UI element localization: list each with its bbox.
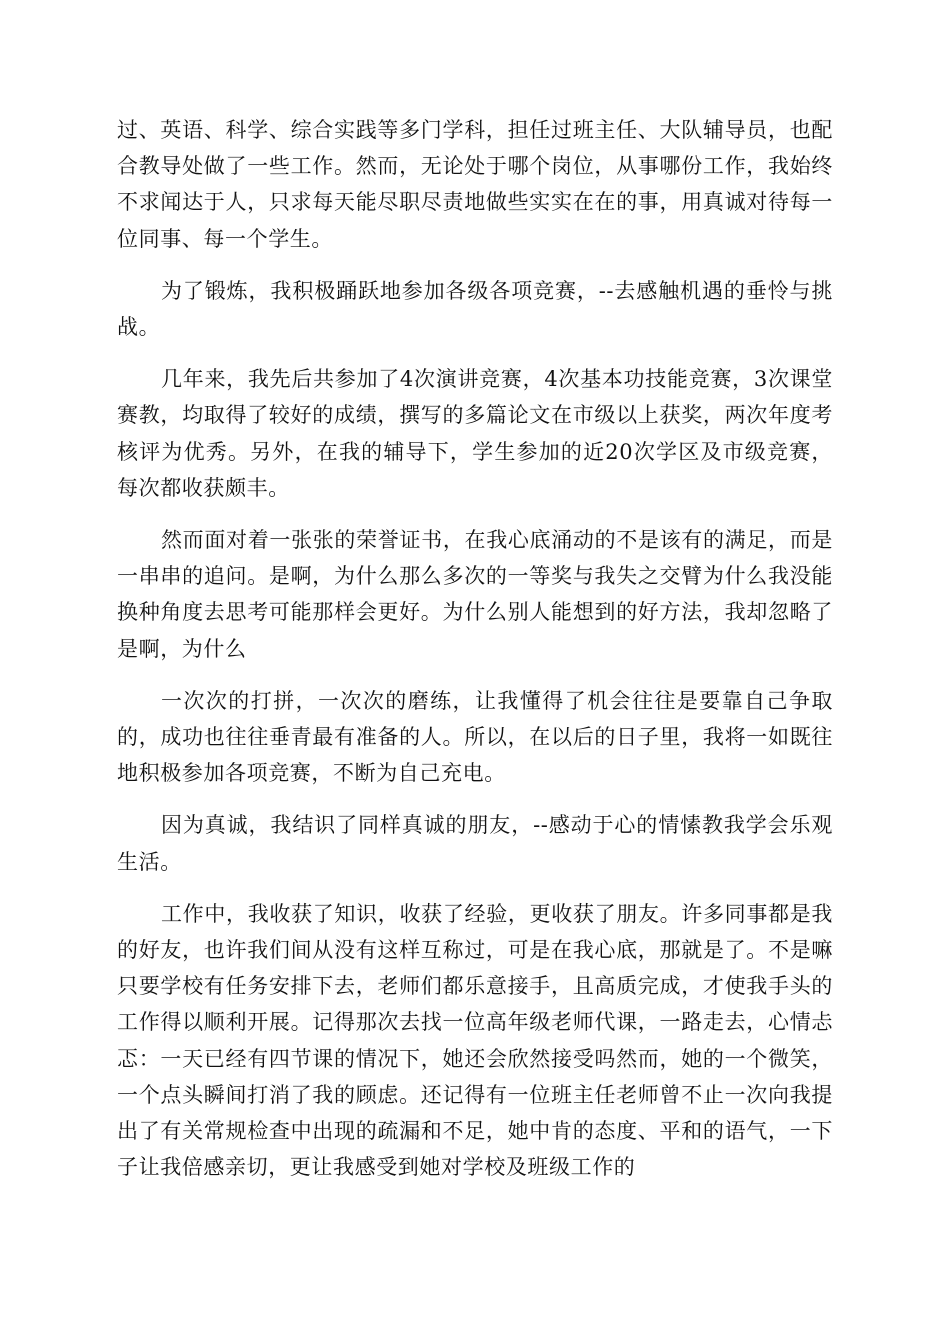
paragraph-friends-intro: 因为真诚，我结识了同样真诚的朋友，--感动于心的情愫教我学会乐观生活。: [117, 813, 833, 874]
paragraph-lessons: 一次次的打拼，一次次的磨练，让我懂得了机会往往是要靠自己争取的，成功也往往垂青最有准备的人。所以，在以后的日子里，我将一如既往地积极参加各项竞赛，不断为自己充电。: [117, 688, 833, 786]
paragraph-reflection: 然而面对着一张张的荣誉证书，在我心底涌动的不是该有的满足，而是一串串的追问。是啊，为什么那么多次的一等奖与我失之交臂为什么我没能换种角度去思考可能那样会更好。为什么别人能想到的好方法，我却忽略了是啊，为什么: [117, 528, 833, 661]
paragraph-colleagues: 工作中，我收获了知识，收获了经验，更收获了朋友。许多同事都是我的好友，也许我们间从没有这样互称过，可是在我心底，那就是了。不是嘛只要学校有任务安排下去，老师们都乐意接手，且高质完成，才使我手头的工作得以顺利开展。记得那次去找一位高年级老师代课，一路走去，心情忐忑：一天已经有四节课的情况下，她还会欣然接受吗然而，她的一个微笑，一个点头瞬间打消了我的顾虑。还记得有一位班主任老师曾不止一次向我提出了有关常规检查中出现的疏漏和不足，她中肯的态度、平和的语气，一下子让我倍感亲切，更让我感受到她对学校及班级工作的: [117, 901, 833, 1180]
paragraph-continuation: 过、英语、科学、综合实践等多门学科，担任过班主任、大队辅导员，也配合教导处做了一些工作。然而，无论处于哪个岗位，从事哪份工作，我始终不求闻达于人，只求每天能尽职尽责地做些实实在在的事，用真诚对待每一位同事、每一个学生。: [117, 118, 833, 251]
document-body: [117, 112, 833, 1201]
paragraph-competitions-intro: 为了锻炼，我积极踊跃地参加各级各项竞赛，--去感触机遇的垂怜与挑战。: [117, 278, 833, 340]
paragraph-achievements: 几年来，我先后共参加了4次演讲竞赛，4次基本功技能竞赛，3次课堂赛教，均取得了较好的成绩，撰写的多篇论文在市级以上获奖，两次年度考核评为优秀。另外，在我的辅导下，学生参加的近20次学区及市级竞赛，每次都收获颇丰。: [117, 367, 833, 500]
